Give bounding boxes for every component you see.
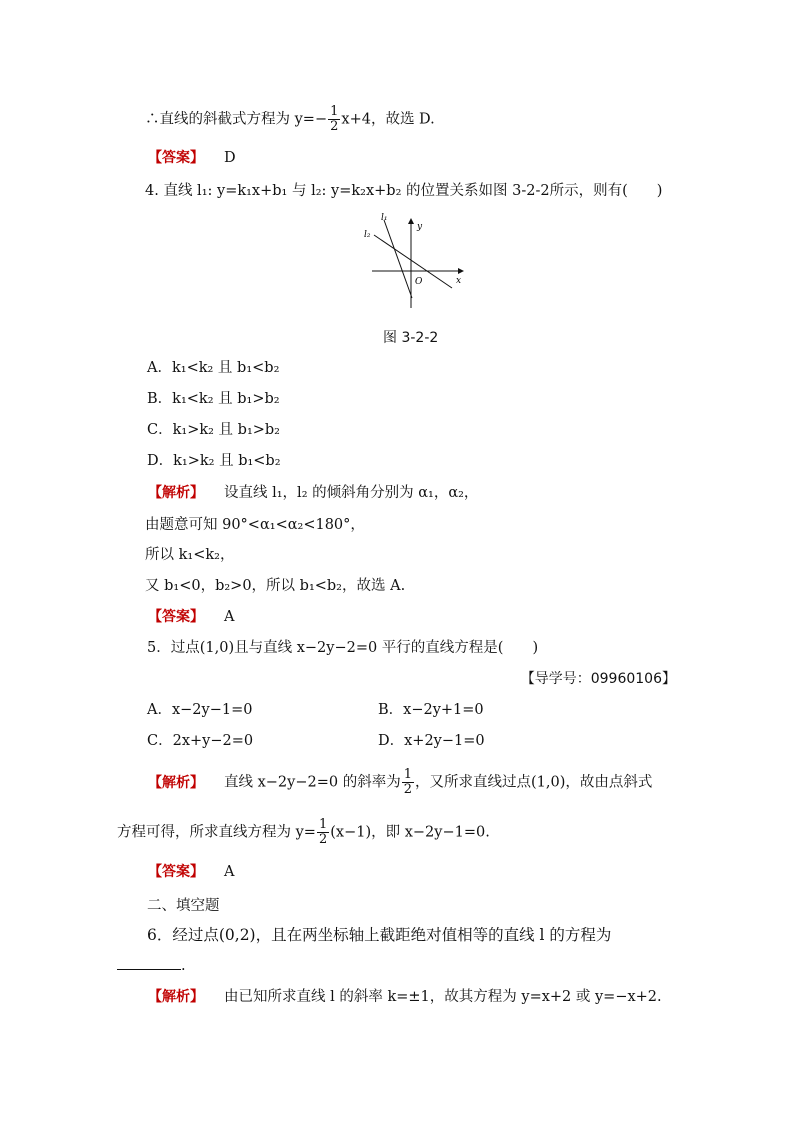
- answer-5: [148, 862, 234, 882]
- y-axis-arrow: [408, 218, 414, 224]
- answer-tag: 【答案】: [148, 150, 204, 166]
- label-l1: l₁: [381, 213, 388, 223]
- label-origin: O: [415, 277, 423, 287]
- solution-tag: 【解析】: [148, 989, 204, 1005]
- solution-6-text: 由已知所求直线 l 的斜率 k=±1，故其方程为 y=x+2 或 y=−x+2.: [224, 989, 662, 1005]
- q5-option-a: A．x−2y−1=0: [147, 702, 253, 718]
- fraction-half: [317, 818, 329, 847]
- reference-number: 【导学号：09960106】: [520, 671, 676, 687]
- solution-5-text-2-pre: 方程可得，所求直线方程为 y=: [117, 824, 316, 841]
- q4-option-c: C．k₁>k₂ 且 b₁>b₂: [147, 422, 280, 438]
- solution-5-line-1: [148, 768, 652, 797]
- solution-5-text-2-post: (x−1)，即 x−2y−1=0.: [330, 824, 490, 841]
- label-l2: l₂: [364, 230, 371, 240]
- figure-caption: 图 3-2-2: [383, 330, 439, 346]
- q4-option-b: B．k₁<k₂ 且 b₁>b₂: [147, 391, 280, 407]
- solution-4-line-1: [148, 483, 478, 503]
- q5-option-b: B．x−2y+1=0: [378, 702, 484, 718]
- label-x: x: [456, 276, 462, 286]
- q4-option-a: A．k₁<k₂ 且 b₁<b₂: [147, 360, 280, 376]
- fraction-half: [328, 105, 340, 134]
- q5-option-d: D．x+2y−1=0: [378, 733, 485, 749]
- question-6-line-2: [117, 955, 186, 976]
- fraction-num: 1: [330, 104, 339, 119]
- fraction-den: 2: [330, 119, 339, 134]
- answer-blank: [117, 955, 181, 970]
- question-5: 5．过点(1,0)且与直线 x−2y−2=0 平行的直线方程是( ): [147, 640, 539, 656]
- question-4: 4. 直线 l₁: y=k₁x+b₁ 与 l₂: y=k₂x+b₂ 的位置关系如图 3-2-2所示，则有( ): [145, 183, 663, 199]
- answer-value: A: [224, 609, 235, 625]
- solution-5-text-post: ，又所求直线过点(1,0)，故由点斜式: [415, 774, 653, 791]
- line-l2: [374, 235, 452, 288]
- solution-5-line-2: [117, 818, 490, 847]
- answer-4: [148, 607, 234, 627]
- answer-value: D: [224, 150, 236, 166]
- q5-option-c: C．2x+y−2=0: [147, 733, 254, 749]
- fraction-den: 2: [403, 782, 412, 797]
- question-6-period: .: [181, 958, 186, 974]
- section-heading: 二、填空题: [147, 898, 220, 914]
- solution-tag: 【解析】: [148, 485, 204, 501]
- answer-3: [148, 148, 236, 168]
- line-l1: [384, 220, 412, 298]
- solution-tag: 【解析】: [148, 774, 204, 791]
- x-axis-arrow: [458, 268, 464, 274]
- fraction-half: [402, 768, 414, 797]
- conclusion-post: x+4，故选 D.: [341, 111, 435, 128]
- figure-3-2-2: [360, 210, 470, 310]
- fraction-num: 1: [318, 817, 328, 832]
- solution-4-line-3: 所以 k₁<k₂，: [145, 547, 235, 563]
- fraction-den: 2: [318, 832, 328, 847]
- solution-4-text-1: 设直线 l₁，l₂ 的倾斜角分别为 α₁，α₂，: [224, 485, 479, 501]
- label-y: y: [417, 222, 423, 232]
- answer-tag: 【答案】: [148, 609, 204, 625]
- solution-4-line-2: 由题意可知 90°<α₁<α₂<180°，: [145, 517, 365, 533]
- text-line-conclusion: [145, 105, 435, 134]
- solution-6: [148, 987, 662, 1007]
- conclusion-pre: ∴直线的斜截式方程为 y=−: [145, 111, 328, 128]
- answer-tag: 【答案】: [148, 864, 204, 880]
- q4-option-d: D．k₁>k₂ 且 b₁<b₂: [147, 453, 281, 469]
- solution-4-line-4: 又 b₁<0，b₂>0，所以 b₁<b₂，故选 A.: [145, 578, 406, 594]
- answer-value: A: [224, 864, 235, 880]
- question-6-line-1: 6．经过点(0,2)，且在两坐标轴上截距绝对值相等的直线 l 的方程为: [147, 926, 612, 944]
- fraction-num: 1: [403, 767, 412, 782]
- solution-5-text-pre: 直线 x−2y−2=0 的斜率为: [224, 774, 401, 791]
